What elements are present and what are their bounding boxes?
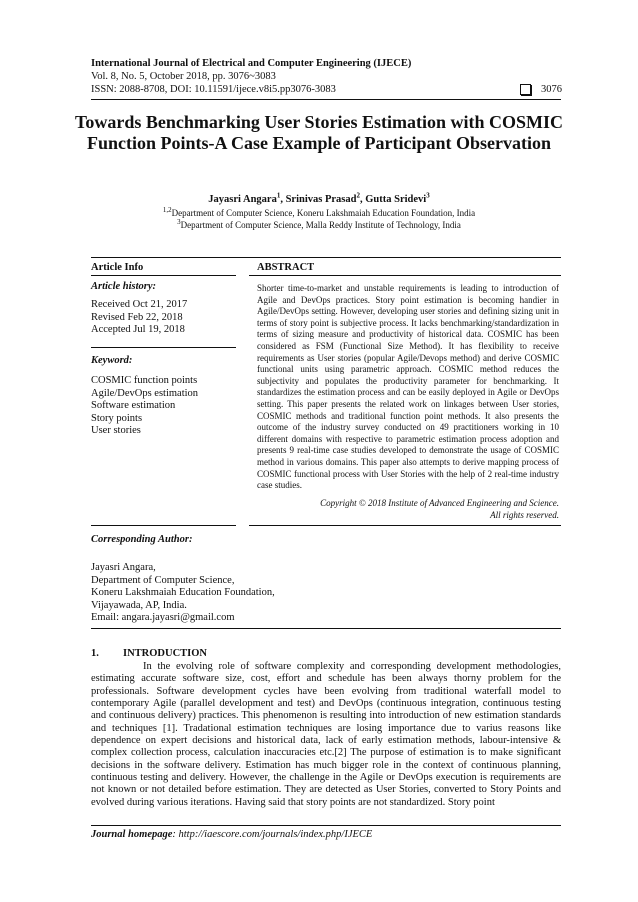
article-info-underline <box>91 275 236 276</box>
history-item: Accepted Jul 19, 2018 <box>91 324 185 336</box>
corresponding-line: Vijayawada, AP, India. <box>91 599 187 611</box>
history-rule <box>91 347 236 348</box>
keyword-item: COSMIC function points <box>91 375 198 386</box>
homepage-url: : http://iaescore.com/journals/index.php/IJECE <box>172 829 373 840</box>
author-name: Srinivas Prasad <box>285 194 357 205</box>
issn-doi-line: ISSN: 2088-8708, DOI: 10.11591/ijece.v8i5.pp3076-3083 <box>91 84 336 95</box>
history-item: Received Oct 21, 2017 <box>91 299 188 310</box>
section-title: INTRODUCTION <box>123 648 208 659</box>
abstract-heading: ABSTRACT <box>257 262 315 273</box>
article-history-heading: Article history: <box>91 281 157 292</box>
keyword-list <box>91 375 198 438</box>
keyword-item: User stories <box>91 425 141 437</box>
section-number: 1. <box>91 648 99 659</box>
author-sep: , <box>359 194 366 205</box>
section-heading-introduction <box>91 648 207 659</box>
corresponding-email: Email: angara.jayasri@gmail.com <box>91 612 235 624</box>
author-sup: 1 <box>276 191 281 200</box>
corresponding-line: Department of Computer Science, <box>91 574 235 586</box>
affiliation-sup: 3 <box>177 217 181 226</box>
article-info-heading: Article Info <box>91 262 144 273</box>
keyword-heading: Keyword: <box>91 355 133 366</box>
info-top-rule <box>91 257 561 258</box>
abstract-bottom-rule <box>249 525 561 526</box>
paper-title: Towards Benchmarking User Stories Estimation with COSMIC Function Points-A Case Example of Participant Observation <box>74 112 564 153</box>
corresponding-details <box>91 562 275 625</box>
header-rule <box>91 99 561 100</box>
page-number: 3076 <box>541 84 562 95</box>
checkbox-square-icon <box>520 84 531 95</box>
volume-line: Vol. 8, No. 5, October 2018, pp. 3076~3083 <box>91 71 276 82</box>
abstract-text: Shorter time-to-market and unstable requirements is leading to introduction of Agile and DevOps practices. Story point estimation is becoming handier in Agile/DevOps setting. However, developing user stories and defining sizing unit in terms of story point is subjective process. It lacks benchmarking/standardization in terms of sizing measure and productivity of historical data. COSMIC has been considered as FSM (Functional Size Method). It has flexibility to receive requirements as User stories (popular Agile/Devops method) and derive COSMIC functional units using parametric approach. COSMIC method reduces the subjectivity and populates the productivity parameter for benchmarking. It standardizes the estimation process and can be easily deployed in Agile or DevOps setting. This paper presents the related work on linkages between User stories, COSMIC methods and traditional function point methods. It also presents the outcome of the industry survey conducted on 49 practitioners working in 10 different domains with respective to parametric estimation process adoption and presents 9 real-time case studies developed to demonstrate the usage of COSMIC method in various domains. This paper also attempts to derive mapping process of COSMIC functional process with User Stories with the help of 2 real-time industry case studies. <box>257 283 559 491</box>
copyright-line: All rights reserved. <box>490 509 559 520</box>
affiliation-line <box>60 217 578 232</box>
affiliation-text: Department of Computer Science, Malla Reddy Institute of Technology, India <box>180 219 461 230</box>
keyword-item: Story points <box>91 412 143 424</box>
author-sup: 2 <box>356 191 360 200</box>
author-name: Gutta Sridevi <box>365 194 427 205</box>
keyword-rule <box>91 525 236 526</box>
affiliations <box>60 208 578 231</box>
affiliation-line <box>60 208 578 220</box>
corresponding-line: Koneru Lakshmaiah Education Foundation, <box>91 587 275 599</box>
introduction-paragraph: In the evolving role of software complexity and corresponding development methodologies, estimating accurate software size, cost, effort and schedule has been always thorny problem for the professionals. Software development cycles have been evolving from traditional waterfall model to contemporary Agile (parallel development and test) and DevOps (continuous integration, continuous testing and continuous delivery) practices. This phenomenon is resulting into introduction of new estimation standards and techniques [1]. Tradational estimation techniques are losing importance due to varius reasons like dependence on expert decisions and historical data, lack of early estimation methods, labour-intensive & complex collection process, calculation inaccuracies etc.[2] The purpose of estimation is to make significant decisions in the software delivery. Estimation has much bigger role in the context of continuous planning, continuous testing and delivery. However, the challenge in the Agile or DevOps execution is requirements are not known or not detailed before estimation. They are detected as User Stories, converted to Story Points and evolved during various iterations. Having said that story points are not standardized. Story point <box>91 661 561 808</box>
copyright-notice <box>257 498 559 521</box>
abstract-underline <box>249 275 561 276</box>
journal-header <box>91 57 411 96</box>
footer-rule <box>91 825 561 826</box>
corresponding-rule <box>91 628 561 629</box>
journal-name: International Journal of Electrical and Computer Engineering (IJECE) <box>91 58 412 69</box>
author-sup: 3 <box>426 191 430 200</box>
keyword-item: Agile/DevOps estimation <box>91 387 199 399</box>
author-list <box>60 191 578 205</box>
history-list <box>91 299 187 337</box>
homepage-label: Journal homepage <box>91 829 173 840</box>
keyword-item: Software estimation <box>91 400 176 412</box>
author-name: Jayasri Angara <box>208 194 277 205</box>
page-number-block <box>520 84 562 95</box>
copyright-line: Copyright © 2018 Institute of Advanced Engineering and Science. <box>320 498 559 508</box>
corresponding-line: Jayasri Angara, <box>91 562 156 573</box>
journal-homepage <box>91 829 372 840</box>
history-item: Revised Feb 22, 2018 <box>91 311 183 323</box>
corresponding-heading: Corresponding Author: <box>91 534 193 545</box>
affiliation-sup: 1,2 <box>162 206 172 214</box>
affiliation-text: Department of Computer Science, Koneru Lakshmaiah Education Foundation, India <box>171 208 476 218</box>
author-sep: , <box>280 194 286 205</box>
